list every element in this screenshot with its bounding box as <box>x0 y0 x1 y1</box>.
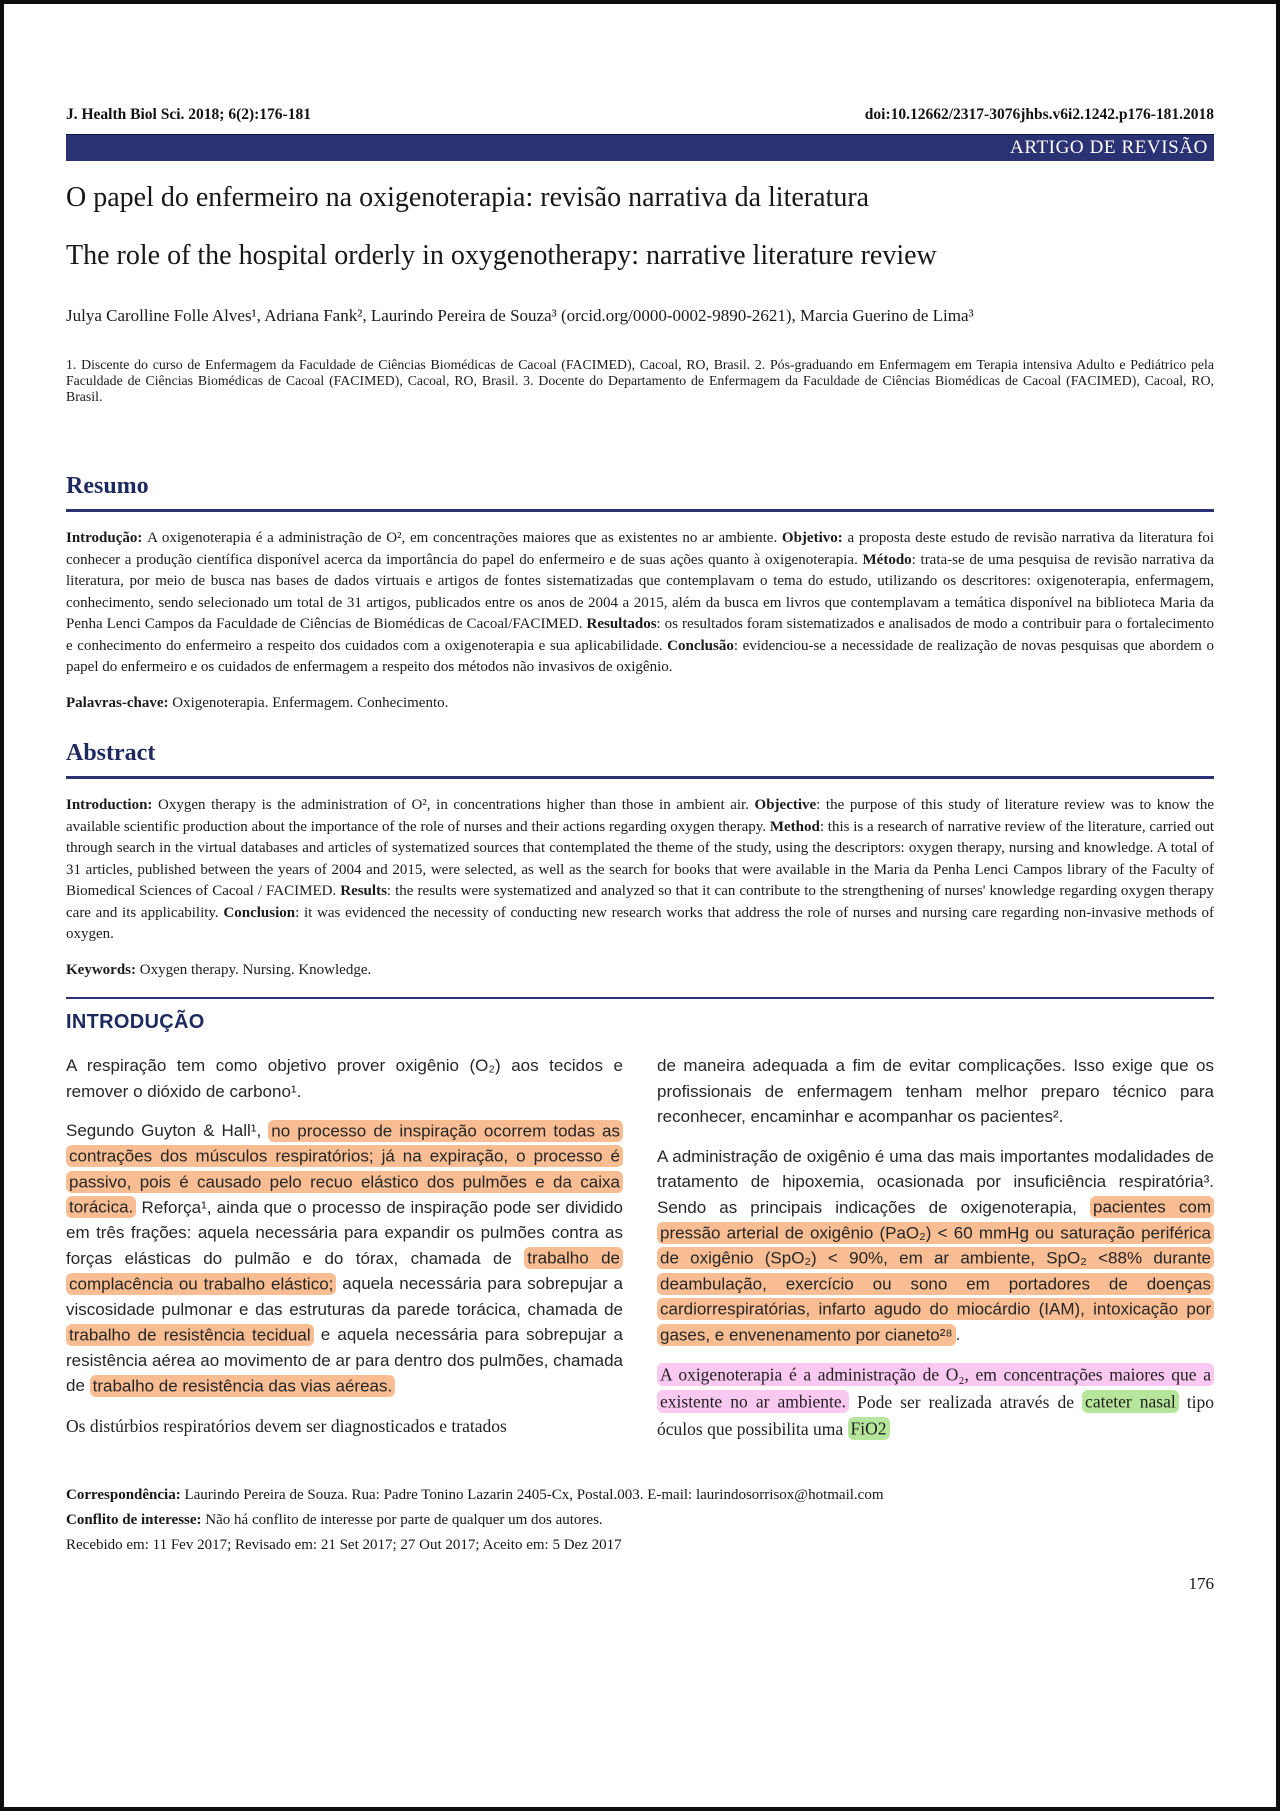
text-segment: Os distúrbios respiratórios devem ser diagnosticados e tratados <box>66 1415 507 1436</box>
affiliations: 1. Discente do curso de Enfermagem da Faculdade de Ciências Biomédicas de Cacoal (FACIMED), Cacoal, RO, Brasil. 2. Pós-graduando em Enfermagem em Terapia intensiva Adulto e Pediátrico pela Faculdade de Ciências Biomédicas de Cacoal (FACIMED), Cacoal, RO, Brasil. 3. Docente do Departamento de Enfermagem da Faculdade de Ciências Biomédicas de Cacoal (FACIMED), Cacoal, RO, Brasil. <box>66 357 1214 404</box>
text-segment: Objective <box>754 797 817 813</box>
text-segment: Recebido em: 11 Fev 2017; Revisado em: 21 Set 2017; 27 Out 2017; Aceito em: 5 Dez 2017 <box>66 1536 622 1553</box>
correspondence-note <box>66 1483 1214 1508</box>
abstract-text <box>66 795 1214 946</box>
highlighted-text: A oxigenoterapia é a administração de O₂, em concentrações maiores que a existente no ar ambiente. <box>657 1363 1214 1413</box>
text-segment: Objetivo: <box>781 530 843 546</box>
text-segment: . <box>955 1325 961 1344</box>
text-segment: Method <box>769 818 820 835</box>
text-segment: A administração de oxigênio é uma das mais importantes modalidades de tratamento de hipoxemia, ocasionada por insuficiência respiratória³. Sendo as principais indicações de oxigenoterapia, <box>657 1146 1214 1217</box>
text-segment: A respiração tem como objetivo prover oxigênio (O₂) aos tecidos e remover o dióxido de carbono¹. <box>66 1056 623 1101</box>
title-english: The role of the hospital orderly in oxygenotherapy: narrative literature review <box>66 240 937 271</box>
article-type-banner <box>66 134 1214 161</box>
text-segment: : evidenciou-se a necessidade de realização de novas pesquisas que abordem o papel do enfermeiro e os cuidados de enfermagem a respeito dos métodos não invasivos de oxigênio. <box>66 637 1214 675</box>
highlighted-text: trabalho de complacência ou trabalho elástico; <box>66 1247 623 1295</box>
paragraph <box>657 1144 1214 1348</box>
text-segment: Método <box>862 551 912 568</box>
text-segment: Conclusão <box>667 637 734 654</box>
text-segment: Oxygen therapy is the administration of O², in concentrations higher than those in ambient air. <box>152 797 755 813</box>
resumo-heading: Resumo <box>66 473 149 499</box>
paragraph <box>66 1118 623 1399</box>
text-segment: : it was evidenced the necessity of conducting new research works that address the role of nurses and nursing care regarding non-invasive methods of oxygen. <box>66 904 1214 942</box>
highlighted-text: pacientes com pressão arterial de oxigênio (PaO₂) < 60 mmHg ou saturação periférica de oxigênio (SpO₂) < 90%, em ar ambiente, SpO₂ <88% durante deambulação, exercício ou sono em portadores de doenças cardiorrespiratórias, infarto agudo do miocárdio (IAM), intoxicação por gases, e envenenamento por cianeto²⁸ <box>657 1196 1214 1346</box>
text-segment: Conflito de interesse: <box>66 1511 202 1528</box>
intro-right-column <box>657 1053 1214 1457</box>
article-type-label: ARTIGO DE REVISÃO <box>1010 137 1208 158</box>
text-segment: Segundo Guyton & Hall¹, <box>66 1121 269 1140</box>
intro-columns <box>66 1053 1214 1457</box>
text-segment: Não há conflito de interesse por parte de qualquer um dos autores. <box>201 1511 603 1528</box>
text-segment: e aquela necessária para sobrepujar a resistência aérea ao movimento de ar para dentro dos pulmões, chamada de <box>66 1325 623 1395</box>
intro-left-column <box>66 1053 623 1457</box>
text-segment: Palavras-chave: <box>66 694 169 711</box>
footer-notes <box>66 1483 1214 1558</box>
text-segment: : the results were systematized and analyzed so that it can contribute to the strengthening of nurses' knowledge regarding oxygen therapy care and its applicability. <box>66 883 1215 921</box>
paragraph <box>66 1413 623 1440</box>
paragraph <box>657 1053 1214 1130</box>
text-segment: A oxigenoterapia é a administração de O², em concentrações maiores que as existentes no ar ambiente. <box>147 530 782 546</box>
conflict-of-interest-note <box>66 1508 1214 1533</box>
highlighted-text: trabalho de resistência tecidual <box>66 1324 314 1346</box>
text-segment: Introdução: <box>66 530 148 546</box>
text-segment: tipo óculos que possibilita uma <box>657 1391 1214 1439</box>
keywords-line <box>66 960 1214 982</box>
text-segment: Oxigenoterapia. Enfermagem. Conhecimento. <box>168 694 449 711</box>
doi: doi:10.12662/2317-3076jhbs.v6i2.1242.p176-181.2018 <box>864 106 1214 123</box>
highlighted-text: trabalho de resistência das vias aéreas. <box>90 1375 396 1397</box>
journal-citation: J. Health Biol Sci. 2018; 6(2):176-181 <box>66 106 311 123</box>
text-segment: : os resultados foram sistematizados e analisados de modo a contribuir para o fortalecimento e conhecimento do enfermeiro a respeito dos cuidados com a oxigenoterapia e sua aplicabilidade. <box>66 616 1215 654</box>
introducao-heading: INTRODUÇÃO <box>66 1011 205 1033</box>
text-segment: : the purpose of this study of literature review was to know the available scientific production about the importance of the role of nurses and their actions regarding oxygen therapy. <box>66 797 1214 835</box>
text-segment: : this is a research of narrative review of the literature, carried out through search in the virtual databases and articles of systematized sources that contemplated the theme of the study, using the descriptors: oxygen therapy, nursing and knowledge. A total of 31 articles, published between the years of 2004 and 2015, were selected, as well as the search for books that were available in the Maria da Penha Lenci Campos library of the Faculty of Biomedical Sciences of Cacoal / FACIMED. <box>66 818 1214 899</box>
text-segment: de maneira adequada a fim de evitar complicações. Isso exige que os profissionais de enfermagem tenham melhor preparo técnico para reconhecer, encaminhar e acompanhar os pacientes². <box>657 1056 1214 1126</box>
highlighted-text: no processo de inspiração ocorrem todas as contrações dos músculos respiratórios; já na expiração, o processo é passivo, pois é causado pelo recuo elástico dos pulmões e da caixa torácica. <box>66 1120 623 1219</box>
text-segment: Resultados <box>586 616 657 632</box>
page-header <box>66 106 1214 124</box>
highlighted-text: FiO2 <box>848 1417 890 1440</box>
title-portuguese: O papel do enfermeiro na oxigenoterapia: revisão narrativa da literatura <box>66 182 870 213</box>
text-segment: Reforça¹, ainda que o processo de inspiração pode ser dividido em três frações: aquela necessária para expandir os pulmões contra as forças elásticas do pulmão e do tórax, chamada de <box>66 1197 623 1268</box>
text-segment: Laurindo Pereira de Souza. Rua: Padre Tonino Lazarin 2405-Cx, Postal.003. E-mail: laurindosorrisox@hotmail.com <box>180 1486 884 1503</box>
text-segment: Correspondência: <box>66 1486 181 1503</box>
text-segment: Oxygen therapy. Nursing. Knowledge. <box>136 961 372 978</box>
section-divider <box>66 509 1214 512</box>
text-segment: : trata-se de uma pesquisa de revisão narrativa da literatura, por meio de busca nas bases de dados virtuais e artigos de fontes sistematizadas que contemplavam o tema do estudo, utilizando os descritores: oxigenoterapia, enfermagem, conhecimento, sendo selecionado um total de 31 artigos, publicados entre os anos de 2004 a 2015, além da busca em livros que contemplavam a temática disponível na biblioteca Maria da Penha Lenci Campos da Faculdade de Ciências de Biomédicas de Cacoal/FACIMED. <box>66 551 1214 632</box>
paragraph <box>657 1362 1214 1443</box>
text-segment: a proposta deste estudo de revisão narrativa da literatura foi conhecer a produção científica disponível acerca da importância do papel do enfermeiro e de suas ações quanto à oxigenoterapia. <box>66 530 1214 568</box>
palavras-chave <box>66 693 1214 715</box>
page-content <box>4 4 1276 1594</box>
resumo-text <box>66 528 1214 679</box>
received-dates-note <box>66 1533 1214 1558</box>
text-segment: aquela necessária para sobrepujar a viscosidade pulmonar e das estruturas da parede torácica, chamada de <box>66 1274 624 1319</box>
section-divider <box>66 997 1214 999</box>
highlighted-text: cateter nasal <box>1082 1390 1179 1413</box>
authors-line: Julya Carolline Folle Alves¹, Adriana Fank², Laurindo Pereira de Souza³ (orcid.org/0000-0002-9890-2621), Marcia Guerino de Lima³ <box>66 306 974 325</box>
paragraph <box>66 1053 623 1104</box>
text-segment: Pode ser realizada através de <box>849 1391 1083 1412</box>
text-segment: Introduction: <box>66 797 153 813</box>
text-segment: Results <box>340 883 387 899</box>
text-segment: Conclusion <box>223 904 296 921</box>
section-divider <box>66 776 1214 779</box>
abstract-heading: Abstract <box>66 740 156 766</box>
text-segment: Keywords: <box>66 961 136 978</box>
page-number: 176 <box>1188 1573 1214 1593</box>
